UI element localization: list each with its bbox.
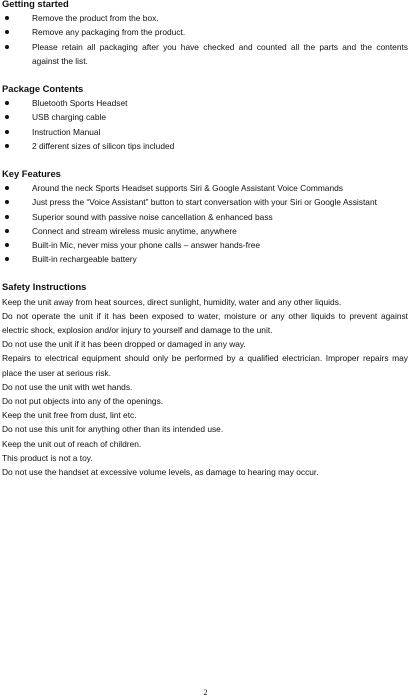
safety-paragraph: Keep the unit free from dust, lint etc.	[2, 410, 137, 421]
list-item	[2, 11, 408, 25]
list-item-text: USB charging cable	[32, 112, 107, 123]
list-item	[2, 125, 408, 139]
bullet-icon	[5, 45, 9, 49]
safety-paragraph: Repairs to electrical equipment should only be performed by a qualified electrician. Improper repairs may place the user at serious risk.	[2, 353, 408, 378]
list-item-text: Just press the “Voice Assistant” button to start conversation with your Siri or Google Assistant	[32, 197, 377, 208]
key-features-section	[2, 167, 408, 266]
safety-instructions-heading: Safety Instructions	[2, 281, 87, 293]
list-item	[2, 25, 408, 39]
list-item-text: Connect and stream wireless music anytime, anywhere	[32, 225, 237, 236]
bullet-icon	[5, 101, 9, 105]
list-item-text: 2 different sizes of silicon tips included	[32, 140, 175, 151]
list-item-text: Remove any packaging from the product.	[32, 27, 186, 38]
key-features-heading: Key Features	[2, 168, 61, 180]
list-item-text: Built-in Mic, never miss your phone calls – answer hands-free	[32, 240, 261, 251]
getting-started-section	[2, 0, 408, 68]
list-item-text: Built-in rechargeable battery	[32, 254, 137, 265]
package-contents-section	[2, 82, 408, 153]
list-item	[2, 195, 408, 209]
package-contents-heading: Package Contents	[2, 83, 84, 95]
package-contents-list	[2, 96, 408, 153]
bullet-icon	[5, 144, 9, 148]
bullet-icon	[5, 16, 9, 20]
list-item-text: Remove the product from the box.	[32, 13, 159, 24]
getting-started-list	[2, 11, 408, 68]
safety-paragraph: Do not put objects into any of the openings.	[2, 396, 164, 407]
list-item	[2, 181, 408, 195]
safety-paragraph: Do not use this unit for anything other than its intended use.	[2, 424, 224, 435]
safety-paragraph: Do not operate the unit if it has been exposed to water, moisture or any other liquids to prevent against electric shock, explosion and/or injury to yourself and damage to the unit.	[2, 310, 408, 336]
safety-paragraph: This product is not a toy.	[2, 452, 93, 463]
key-features-list	[2, 181, 408, 266]
list-item	[2, 139, 408, 153]
bullet-icon	[5, 30, 9, 34]
list-item	[2, 210, 408, 224]
bullet-icon	[5, 130, 9, 134]
safety-paragraph: Keep the unit away from heat sources, direct sunlight, humidity, water and any other liquids.	[2, 296, 342, 307]
bullet-icon	[5, 229, 9, 233]
list-item-text: Instruction Manual	[32, 126, 101, 137]
list-item	[2, 96, 408, 110]
bullet-icon	[5, 215, 9, 219]
list-item	[2, 238, 408, 252]
list-item-text: Please retain all packaging after you have checked and counted all the parts and the contents against the list.	[32, 41, 408, 66]
list-item-text: Superior sound with passive noise cancellation & enhanced bass	[32, 211, 273, 222]
safety-paragraph: Keep the unit out of reach of children.	[2, 438, 142, 449]
list-item-text: Bluetooth Sports Headset	[32, 98, 128, 109]
list-item	[2, 224, 408, 238]
safety-paragraph: Do not use the unit with wet hands.	[2, 381, 133, 392]
getting-started-heading: Getting started	[2, 0, 69, 9]
bullet-icon	[5, 257, 9, 261]
list-item-text: Around the neck Sports Headset supports Siri & Google Assistant Voice Commands	[32, 183, 343, 194]
bullet-icon	[5, 186, 9, 190]
bullet-icon	[5, 115, 9, 119]
list-item	[2, 252, 408, 266]
list-item	[2, 110, 408, 124]
bullet-icon	[5, 200, 9, 204]
safety-paragraph: Do not use the handset at excessive volume levels, as damage to hearing may occur.	[2, 467, 319, 478]
list-item	[2, 40, 408, 68]
safety-instructions-section	[2, 280, 408, 479]
safety-paragraph: Do not use the unit if it has been dropped or damaged in any way.	[2, 339, 246, 350]
bullet-icon	[5, 243, 9, 247]
page-number: 2	[203, 688, 208, 697]
